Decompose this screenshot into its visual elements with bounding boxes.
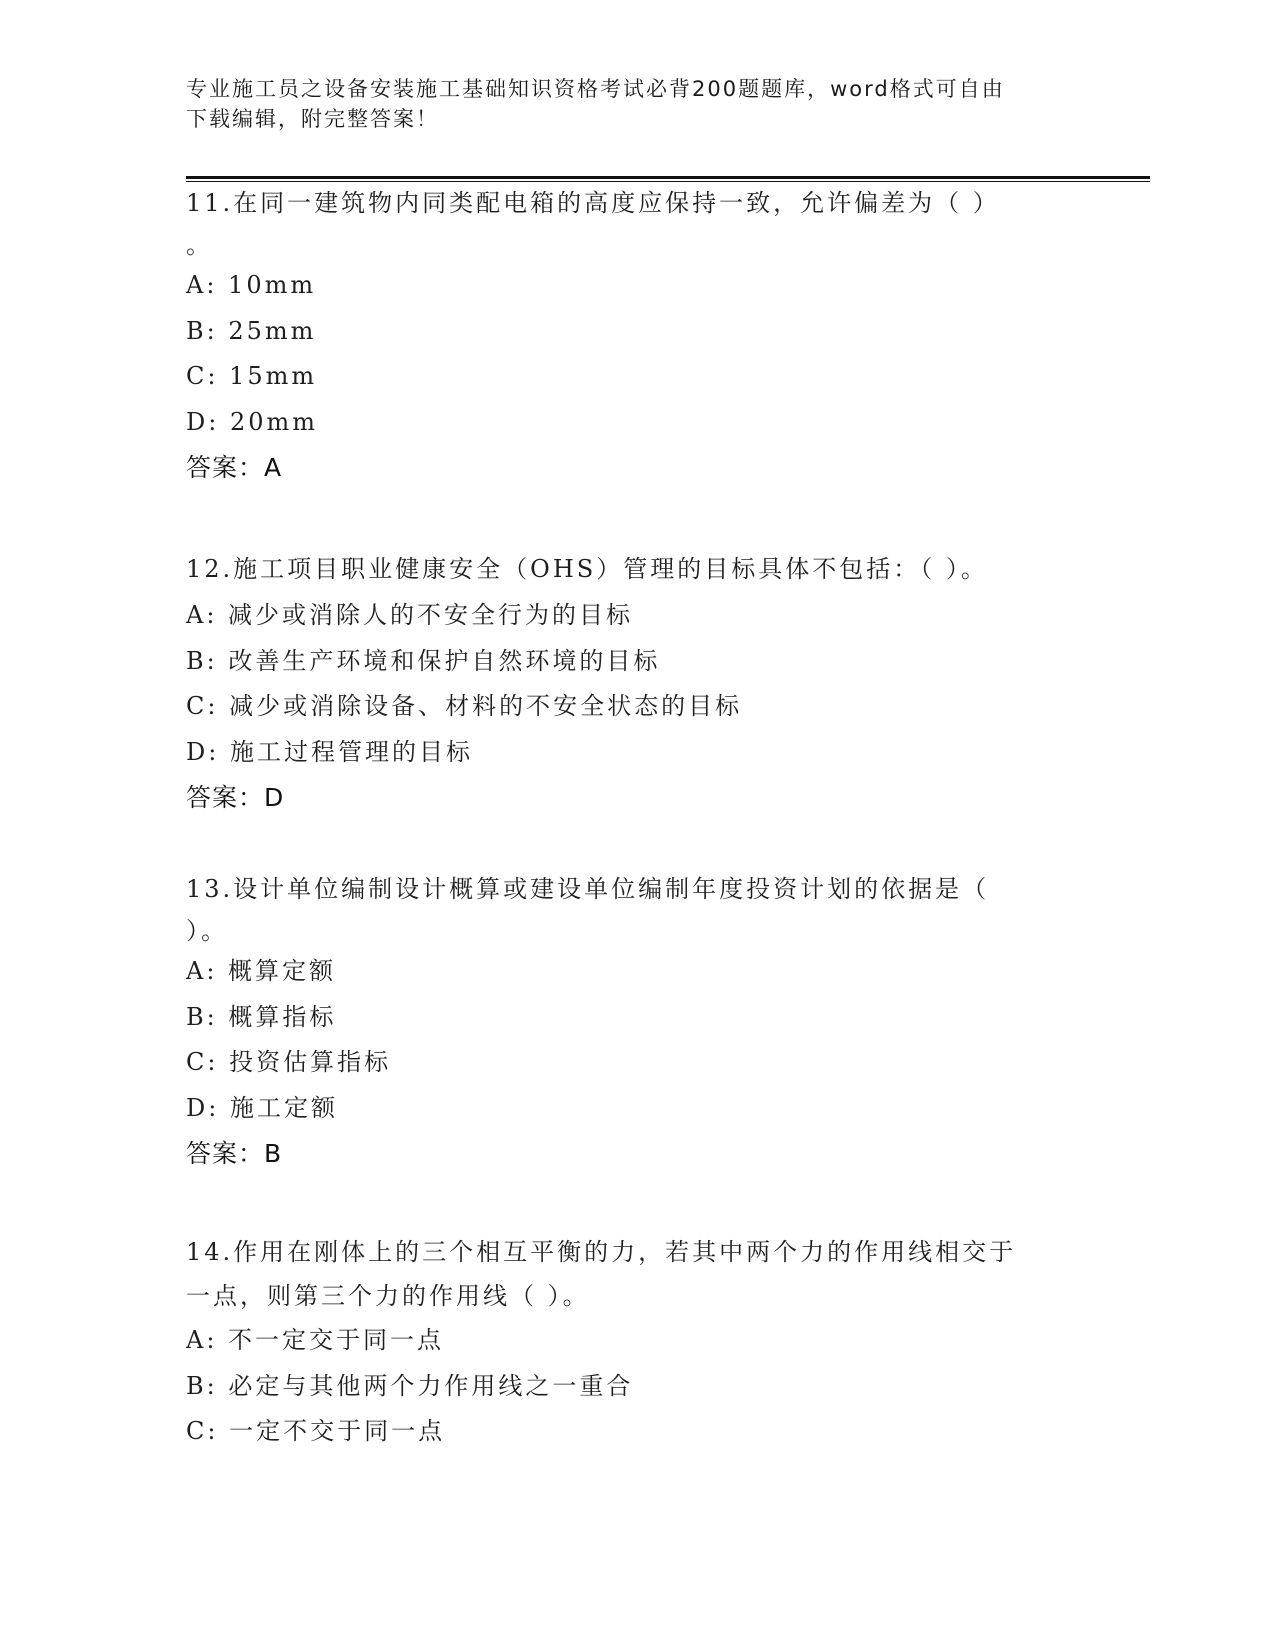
option-b: B: 概算指标	[186, 1002, 337, 1031]
question-stem-line-2: 。	[186, 231, 213, 259]
question-14	[186, 1230, 1086, 1455]
header-line-1: 专业施工员之设备安装施工基础知识资格考试必背200题题库，word格式可自由	[186, 77, 1005, 101]
option-a: A: 减少或消除人的不安全行为的目标	[186, 601, 634, 629]
answer: 答案：D	[186, 783, 285, 812]
question-stem-line-1: 13.设计单位编制设计概算或建设单位编制年度投资计划的依据是（	[186, 875, 990, 903]
option-a: A: 概算定额	[186, 957, 337, 985]
option-d: D: 施工定额	[186, 1093, 338, 1122]
question-stem	[186, 1230, 1086, 1318]
option-b: B: 改善生产环境和保护自然环境的目标	[186, 646, 661, 675]
question-stem-line-2: 一点，则第三个力的作用线（ ）。	[186, 1282, 590, 1310]
option-d: D: 20mm	[186, 407, 319, 436]
option-d: D: 施工过程管理的目标	[186, 737, 473, 766]
question-stem	[186, 546, 1086, 593]
document-header	[186, 74, 1066, 134]
option-c: C: 15mm	[186, 362, 318, 390]
header-line-2: 下载编辑，附完整答案！	[186, 107, 439, 131]
option-c: C: 减少或消除设备、材料的不安全状态的目标	[186, 692, 743, 720]
option-b: B: 必定与其他两个力作用线之一重合	[186, 1371, 634, 1400]
option-a: A: 不一定交于同一点	[186, 1326, 445, 1354]
option-b: B: 25mm	[186, 316, 317, 345]
header-divider-thick	[186, 176, 1150, 179]
question-stem-line-2: ）。	[186, 917, 228, 945]
question-11	[186, 180, 1086, 490]
question-13	[186, 866, 1086, 1176]
answer: 答案：A	[186, 453, 283, 482]
question-stem	[186, 180, 1086, 263]
option-c: C: 一定不交于同一点	[186, 1417, 446, 1445]
question-stem-line-1: 11.在同一建筑物内同类配电箱的高度应保持一致，允许偏差为（ ）	[186, 189, 1000, 217]
question-stem-line-1: 12.施工项目职业健康安全（OHS）管理的目标具体不包括：（ ）。	[186, 555, 988, 583]
answer: 答案：B	[186, 1139, 283, 1168]
question-stem	[186, 866, 1086, 949]
option-a: A: 10mm	[186, 271, 317, 299]
option-c: C: 投资估算指标	[186, 1048, 392, 1076]
question-12	[186, 546, 1086, 820]
question-stem-line-1: 14.作用在刚体上的三个相互平衡的力，若其中两个力的作用线相交于	[186, 1238, 1017, 1266]
